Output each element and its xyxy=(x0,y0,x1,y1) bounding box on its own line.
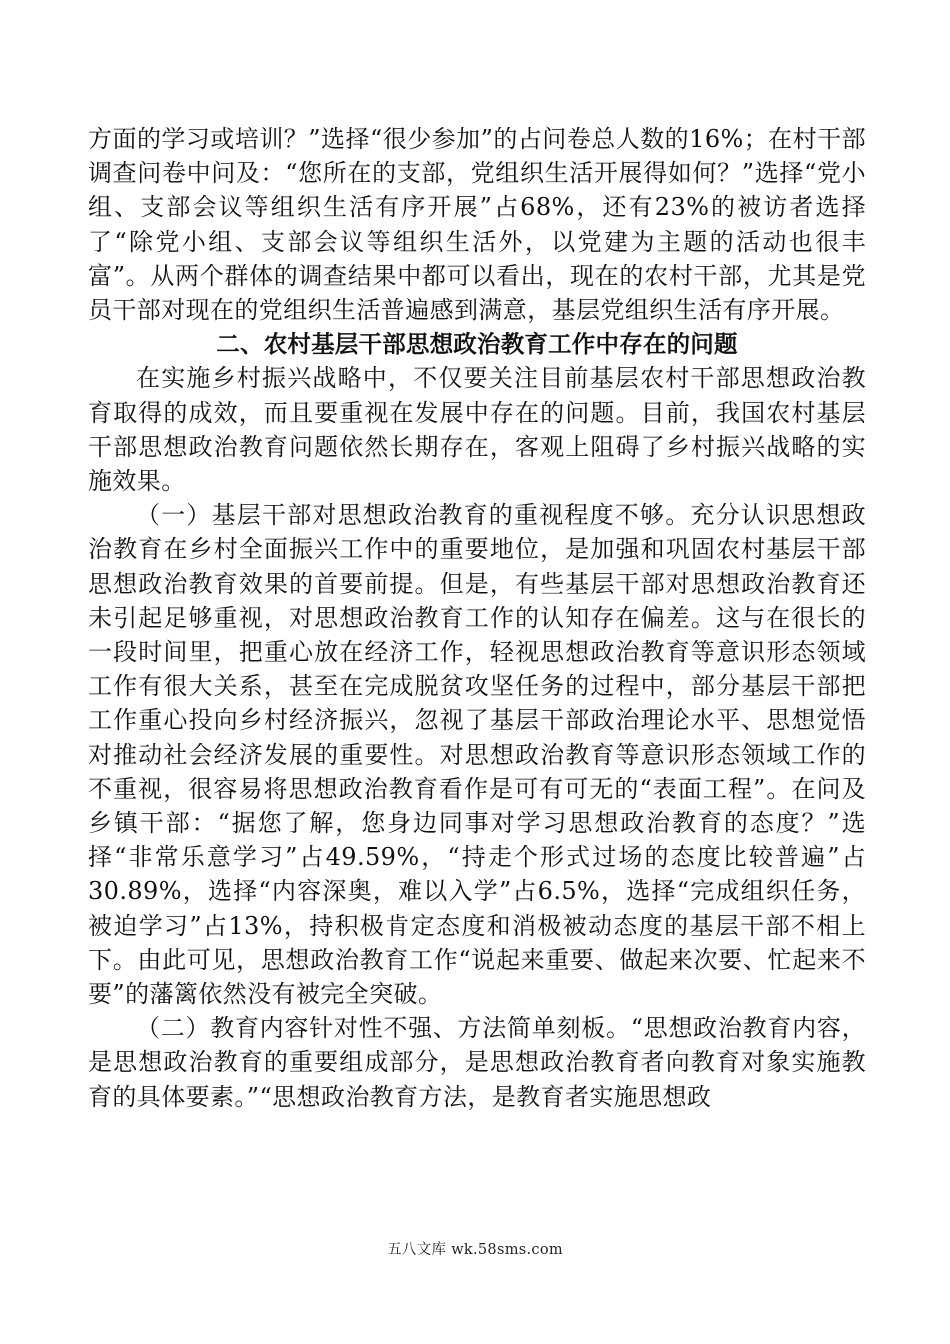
paragraph-problem-one: （一）基层干部对思想政治教育的重视程度不够。充分认识思想政治教育在乡村全面振兴工作中的重要地位，是加强和巩固农村基层干部思想政治教育效果的首要前提。但是，有些基层干部对思想政治教育还未引起足够重视，对思想政治教育工作的认知存在偏差。这与在很长的一段时间里，把重心放在经济工作，轻视思想政治教育等意识形态领域工作有很大关系，甚至在完成脱贫攻坚任务的过程中，部分基层干部把工作重心投向乡村经济振兴，忽视了基层干部政治理论水平、思想觉悟对推动社会经济发展的重要性。对思想政治教育等意识形态领域工作的不重视，很容易将思想政治教育看作是可有可无的“表面工程”。在问及乡镇干部：“据您了解，您身边同事对学习思想政治教育的态度？”选择“非常乐意学习”占49.59%，“持走个形式过场的态度比较普遍”占30.89%，选择“内容深奥，难以入学”占6.5%，选择“完成组织任务，被迫学习”占13%，持积极肯定态度和消极被动态度的基层干部不相上下。由此可见，思想政治教育工作“说起来重要、做起来次要、忙起来不要”的藩篱依然没有被完全突破。 xyxy=(88,501,866,1009)
document-body xyxy=(88,122,866,1114)
paragraph-survey-results: 方面的学习或培训？”选择“很少参加”的占问卷总人数的16%；在村干部调查问卷中问及：“您所在的支部，党组织生活开展得如何？”选择“党小组、支部会议等组织生活有序开展”占68%，还有23%的被访者选择了“除党小组、支部会议等组织生活外，以党建为主题的活动也很丰富”。从两个群体的调查结果中都可以看出，现在的农村干部，尤其是党员干部对现在的党组织生活普遍感到满意，基层党组织生活有序开展。 xyxy=(88,125,866,325)
section-heading: 二、农村基层干部思想政治教育工作中存在的问题 xyxy=(216,330,738,359)
page-footer: 五八文库 wk.58sms.com xyxy=(387,1242,563,1258)
paragraph-problem-two: （二）教育内容针对性不强、方法简单刻板。“思想政治教育内容，是思想政治教育的重要组成部分，是思想政治教育者向教育对象实施教育的具体要素。”“思想政治教育方法，是教育者实施思想政 xyxy=(88,1014,866,1111)
paragraph-problems-intro: 在实施乡村振兴战略中，不仅要关注目前基层农村干部思想政治教育取得的成效，而且要重视在发展中存在的问题。目前，我国农村基层干部思想政治教育问题依然长期存在，客观上阻碍了乡村振兴战略的实施效果。 xyxy=(88,364,866,496)
